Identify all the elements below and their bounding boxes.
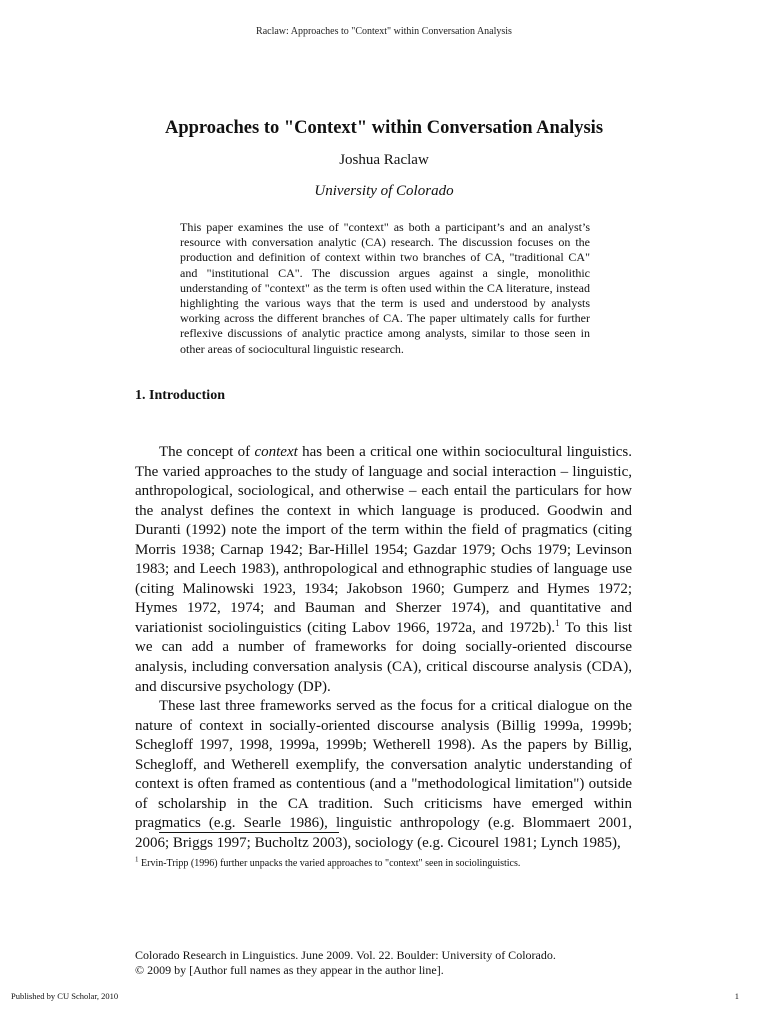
p1-start: The concept of xyxy=(159,444,255,460)
footnote-divider xyxy=(159,832,339,833)
footnote-reference: 1 xyxy=(555,617,560,628)
p1-end: To this list we can add a number of frameworks for doing socially-oriented discourse analysis, including conversation analysis (CA), critical discourse analysis (CDA), and discursive psychology (DP). xyxy=(135,619,633,695)
paper-title: Approaches to "Context" within Conversation Analysis xyxy=(164,118,604,138)
journal-citation: Colorado Research in Linguistics. June 2009. Vol. 22. Boulder: University of Colorado. xyxy=(135,948,556,962)
p1-rest: has been a critical one within sociocultural linguistics. The varied approaches to the study of language and social interaction – linguistic, anthropological, sociological, and otherwise – each entail the particulars for how the analyst defines the context in which language is produced. Goodwin and Duranti (1992) note the import of the term within the field of pragmatics (citing Morris 1938; Carnap 1942; Bar-Hillel 1954; Gazdar 1979; Ochs 1979; Levinson 1983; and Leech 1983), anthropological and ethnographic studies of language use (citing Malinowski 1923, 1934; Jakobson 1960; Gumperz and Hymes 1972; Hymes 1972, 1974; and Bauman and Sherzer 1974), and quantitative and variationist sociolinguistics (citing Labov 1966, 1972a, and 1972b). xyxy=(135,444,632,636)
page-number: 1 xyxy=(734,991,739,1001)
copyright-line: © 2009 by [Author full names as they appear in the author line]. xyxy=(135,963,444,977)
author-name: Joshua Raclaw xyxy=(339,152,429,168)
footnote-text: Ervin-Tripp (1996) further unpacks the varied approaches to "context" seen in sociolinguistics. xyxy=(138,858,521,869)
section-heading: 1. Introduction xyxy=(135,388,225,403)
footnote-number: 1 xyxy=(135,855,139,864)
author-affiliation: University of Colorado xyxy=(314,183,454,199)
footnote xyxy=(135,855,635,869)
journal-info xyxy=(135,948,655,978)
body-text xyxy=(135,443,632,853)
body-paragraph-2: These last three frameworks served as the focus for a critical dialogue on the nature of context in socially-oriented discourse analysis (Billig 1999a, 1999b; Schegloff 1997, 1998, 1999a, 1999b; Wetherell 1998). As the papers by Billig, Schegloff, and Wetherell exemplify, the conversation analytic understanding of context is often framed as contentious (and a "methodological limitation") outside of scholarship in the CA tradition. Such criticisms have emerged within pragmatics (e.g. Searle 1986), linguistic anthropology (e.g. Blommaert 2001, 2006; Briggs 1997; Bucholtz 2003), sociology (e.g. Cicourel 1981; Lynch 1985), xyxy=(135,698,632,851)
abstract: This paper examines the use of "context" as both a participant’s and an analyst’s resource with conversation analytic (CA) research. The discussion focuses on the production and definition of context within two branches of CA, "traditional CA" and "institutional CA". The discussion argues against a single, monolithic understanding of "context" as the term is often used within the CA literature, instead highlighting the various ways that the term is used and understood by analysts working across the different branches of CA. The paper ultimately calls for further reflexive discussions of analytic practice among analysts, similar to those seen in other areas of sociocultural linguistic research. xyxy=(180,220,590,356)
p1-italic-term: context xyxy=(254,444,298,460)
running-header: Raclaw: Approaches to "Context" within Conversation Analysis xyxy=(256,26,512,37)
body-paragraph-1 xyxy=(135,443,632,697)
publisher-note: Published by CU Scholar, 2010 xyxy=(11,991,119,1001)
